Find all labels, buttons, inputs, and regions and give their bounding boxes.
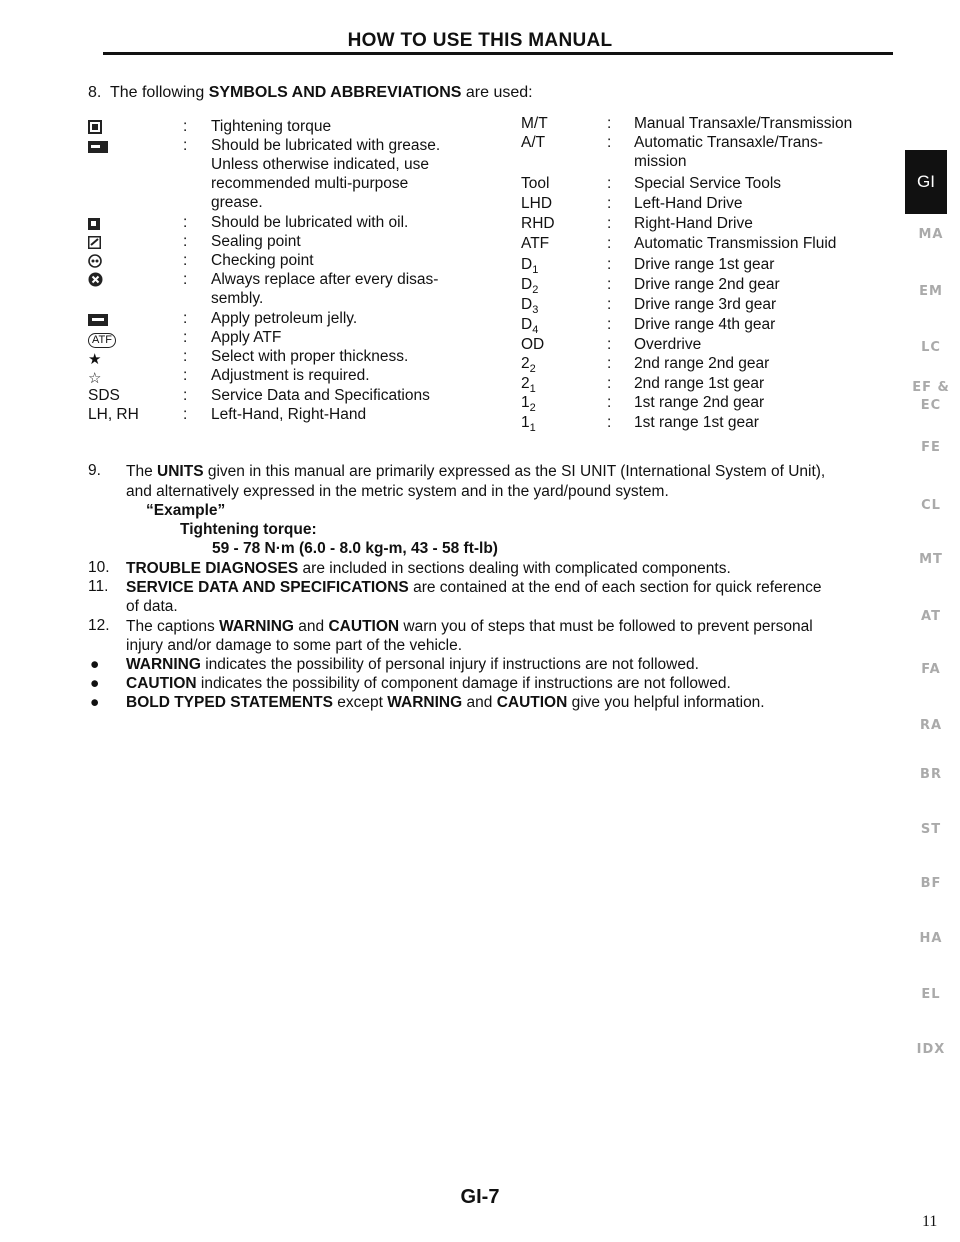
- bold-text: CAUTION: [126, 675, 197, 692]
- abbreviation: Tool: [521, 175, 550, 192]
- abbreviation-description: Overdrive: [634, 336, 702, 353]
- colon: :: [183, 214, 188, 231]
- colon: :: [183, 137, 188, 154]
- outline-star-icon: ☆: [88, 370, 102, 387]
- text: The captions: [126, 618, 215, 635]
- symbol-description: recommended multi-purpose: [211, 175, 409, 192]
- oil-can-icon: [88, 215, 100, 235]
- colon: :: [607, 394, 612, 411]
- bullet-icon: ●: [90, 675, 100, 692]
- colon: :: [607, 195, 612, 212]
- filled-star-icon: ★: [88, 351, 102, 368]
- subscript: 3: [532, 304, 539, 317]
- atf-icon: ATF: [88, 328, 116, 348]
- replace-icon: [88, 272, 103, 292]
- symbol-description: sembly.: [211, 290, 264, 307]
- section-tab-idx[interactable]: IDX: [916, 1042, 946, 1057]
- abbreviation: $2_1$: [521, 375, 536, 396]
- grease-icon: [88, 138, 108, 158]
- text: given in this manual are primarily expressed as the SI UNIT (International System of Unit),: [207, 463, 826, 480]
- subscript: 2: [532, 284, 539, 297]
- symbol-description: Sealing point: [211, 233, 301, 250]
- section-tab-em[interactable]: EM: [919, 284, 943, 299]
- subscript: 1: [532, 264, 539, 277]
- symbol-abbr: LH, RH: [88, 406, 139, 423]
- subscript: 4: [532, 324, 539, 337]
- example-label: “Example”: [146, 502, 226, 519]
- section-tab-gi[interactable]: GI: [905, 150, 947, 214]
- section-tab-bf[interactable]: BF: [920, 876, 942, 891]
- symbol-description: Always replace after every disas-: [211, 271, 439, 288]
- torque-wrench-icon: [88, 119, 102, 139]
- subscript: 2: [529, 402, 536, 415]
- symbol-description: Checking point: [211, 252, 314, 269]
- section-tab-at[interactable]: AT: [921, 609, 941, 624]
- subscript: 1: [529, 422, 536, 435]
- item-number: 11.: [88, 578, 109, 595]
- bold-text: WARNING: [126, 656, 201, 673]
- symbol-description: Apply petroleum jelly.: [211, 310, 358, 327]
- colon: :: [607, 276, 612, 293]
- text: are included in sections dealing with complicated components.: [302, 560, 731, 577]
- abbreviation: RHD: [521, 215, 555, 232]
- symbol-description: Select with proper thickness.: [211, 348, 409, 365]
- symbol-description: Apply ATF: [211, 329, 282, 346]
- abbreviation: $1_1$: [521, 414, 536, 435]
- symbol-abbr: SDS: [88, 387, 120, 404]
- section-tab-st[interactable]: ST: [920, 822, 942, 837]
- subscript: 2: [529, 363, 536, 376]
- bold-text: WARNING: [219, 618, 294, 635]
- intro-text-end: are used:: [465, 84, 533, 101]
- colon: :: [607, 336, 612, 353]
- symbol-description: Adjustment is required.: [211, 367, 370, 384]
- captions-line1: [126, 617, 813, 637]
- abbreviation: LHD: [521, 195, 553, 212]
- abbreviation-description: Automatic Transaxle/Trans-: [634, 134, 823, 151]
- section-tab-ma[interactable]: MA: [918, 227, 944, 242]
- colon: :: [183, 271, 188, 288]
- title-rule: [103, 52, 893, 55]
- colon: :: [607, 375, 612, 392]
- text: warn you of steps that must be followed to prevent personal: [403, 618, 813, 635]
- colon: :: [183, 406, 188, 423]
- abbreviation-description: 1st range 1st gear: [634, 414, 759, 431]
- bullet-icon: ●: [90, 656, 100, 673]
- abbreviation-description: Drive range 3rd gear: [634, 296, 777, 313]
- section-tab-lc[interactable]: LC: [921, 340, 941, 355]
- text: The: [126, 463, 153, 480]
- intro-bold: SYMBOLS AND ABBREVIATIONS: [208, 84, 462, 101]
- colon: :: [183, 252, 188, 269]
- symbol-description: Left-Hand, Right-Hand: [211, 406, 367, 423]
- abbreviation-description: 2nd range 2nd gear: [634, 355, 770, 372]
- units-paragraph-line2: and alternatively expressed in the metric system and in the yard/pound system.: [126, 483, 669, 500]
- colon: :: [607, 134, 612, 151]
- text: give you helpful information.: [571, 694, 765, 711]
- colon: :: [183, 118, 188, 135]
- colon: :: [607, 175, 612, 192]
- colon: :: [607, 115, 612, 132]
- abbreviation: OD: [521, 336, 545, 353]
- abbreviation: A/T: [521, 134, 546, 151]
- colon: :: [607, 296, 612, 313]
- text: indicates the possibility of component damage if instructions are not followed.: [200, 675, 731, 692]
- bold-text: BOLD TYPED STATEMENTS: [126, 694, 333, 711]
- section-tab-ec[interactable]: EC: [920, 398, 942, 413]
- abbreviation-description: mission: [634, 153, 687, 170]
- item-number: 10.: [88, 559, 110, 576]
- bullet-caution: [126, 674, 731, 694]
- abbreviation: $D_4$: [521, 316, 539, 337]
- abbreviation: $D_3$: [521, 296, 539, 317]
- bullet-bold-statements: [126, 693, 765, 713]
- page-code: GI-7: [460, 1186, 500, 1208]
- symbol-description: Should be lubricated with grease.: [211, 137, 441, 154]
- abbreviation-description: Special Service Tools: [634, 175, 782, 192]
- colon: :: [183, 329, 188, 346]
- colon: :: [183, 233, 188, 250]
- symbol-description: grease.: [211, 194, 263, 211]
- colon: :: [607, 235, 612, 252]
- abbreviation-description: Left-Hand Drive: [634, 195, 743, 212]
- intro-line: [88, 84, 533, 102]
- bold-text: CAUTION: [496, 694, 568, 711]
- bold-text: CAUTION: [328, 618, 400, 635]
- abbreviation-description: Drive range 2nd gear: [634, 276, 780, 293]
- text: indicates the possibility of personal injury if instructions are not followed.: [205, 656, 699, 673]
- colon: :: [183, 367, 188, 384]
- torque-value: 59 - 78 N·m (6.0 - 8.0 kg-m, 43 - 58 ft-lb): [212, 540, 498, 557]
- section-tab-ra[interactable]: RA: [919, 718, 943, 733]
- abbreviation-description: 1st range 2nd gear: [634, 394, 765, 411]
- bullet-icon: ●: [90, 694, 100, 711]
- subscript: 1: [529, 383, 536, 396]
- colon: :: [607, 316, 612, 333]
- colon: :: [183, 310, 188, 327]
- service-data-line1: [126, 578, 822, 598]
- text: and: [298, 618, 325, 635]
- colon: :: [607, 355, 612, 372]
- symbol-description: Tightening torque: [211, 118, 332, 135]
- bold-text: SERVICE DATA AND SPECIFICATIONS: [126, 579, 409, 596]
- section-tab-ef[interactable]: EF &: [912, 380, 950, 395]
- symbol-description: Should be lubricated with oil.: [211, 214, 409, 231]
- abbreviation: $D_2$: [521, 276, 539, 297]
- page-number: 11: [922, 1213, 938, 1230]
- text: are contained at the end of each section for quick reference: [413, 579, 822, 596]
- intro-text: The following: [109, 84, 205, 101]
- abbreviation-description: Automatic Transmission Fluid: [634, 235, 837, 252]
- abbreviation-description: Drive range 1st gear: [634, 256, 775, 273]
- symbol-description: Service Data and Specifications: [211, 387, 430, 404]
- section-tab-ha[interactable]: HA: [919, 931, 943, 946]
- abbreviation-description: 2nd range 1st gear: [634, 375, 765, 392]
- colon: :: [183, 348, 188, 365]
- text: and: [466, 694, 493, 711]
- bold-units: UNITS: [157, 463, 204, 480]
- item-number: 12.: [88, 617, 110, 634]
- sealing-icon: [88, 234, 101, 254]
- checking-icon: [88, 253, 102, 273]
- text: except: [337, 694, 383, 711]
- section-tab-el[interactable]: EL: [921, 987, 941, 1002]
- captions-line2: injury and/or damage to some part of the vehicle.: [126, 637, 463, 654]
- bold-text: WARNING: [387, 694, 463, 711]
- abbreviation: $1_2$: [521, 394, 536, 415]
- colon: :: [607, 215, 612, 232]
- bullet-warning: [126, 655, 699, 675]
- section-tab-mt[interactable]: MT: [919, 552, 943, 567]
- bold-text: TROUBLE DIAGNOSES: [126, 560, 299, 577]
- item-number: 8.: [88, 84, 102, 101]
- abbreviation: $D_1$: [521, 256, 539, 277]
- abbreviation-description: Manual Transaxle/Transmission: [634, 115, 853, 132]
- colon: :: [607, 256, 612, 273]
- colon: :: [607, 414, 612, 431]
- symbol-description: Unless otherwise indicated, use: [211, 156, 429, 173]
- abbreviation: $2_2$: [521, 355, 536, 376]
- section-tab-br[interactable]: BR: [920, 767, 942, 782]
- section-tab-fe[interactable]: FE: [921, 440, 941, 455]
- units-paragraph-line1: [126, 462, 825, 482]
- abbreviation-description: Right-Hand Drive: [634, 215, 753, 232]
- abbreviation-description: Drive range 4th gear: [634, 316, 776, 333]
- colon: :: [183, 387, 188, 404]
- abbreviation: M/T: [521, 115, 548, 132]
- section-tab-fa[interactable]: FA: [921, 662, 941, 677]
- trouble-diagnoses-line: [126, 559, 731, 579]
- torque-label: Tightening torque:: [180, 521, 317, 538]
- item-number: 9.: [88, 462, 101, 479]
- section-tab-cl[interactable]: CL: [921, 498, 941, 513]
- service-data-line2: of data.: [126, 598, 178, 615]
- abbreviation: ATF: [521, 235, 550, 252]
- page-title: HOW TO USE THIS MANUAL: [347, 30, 613, 51]
